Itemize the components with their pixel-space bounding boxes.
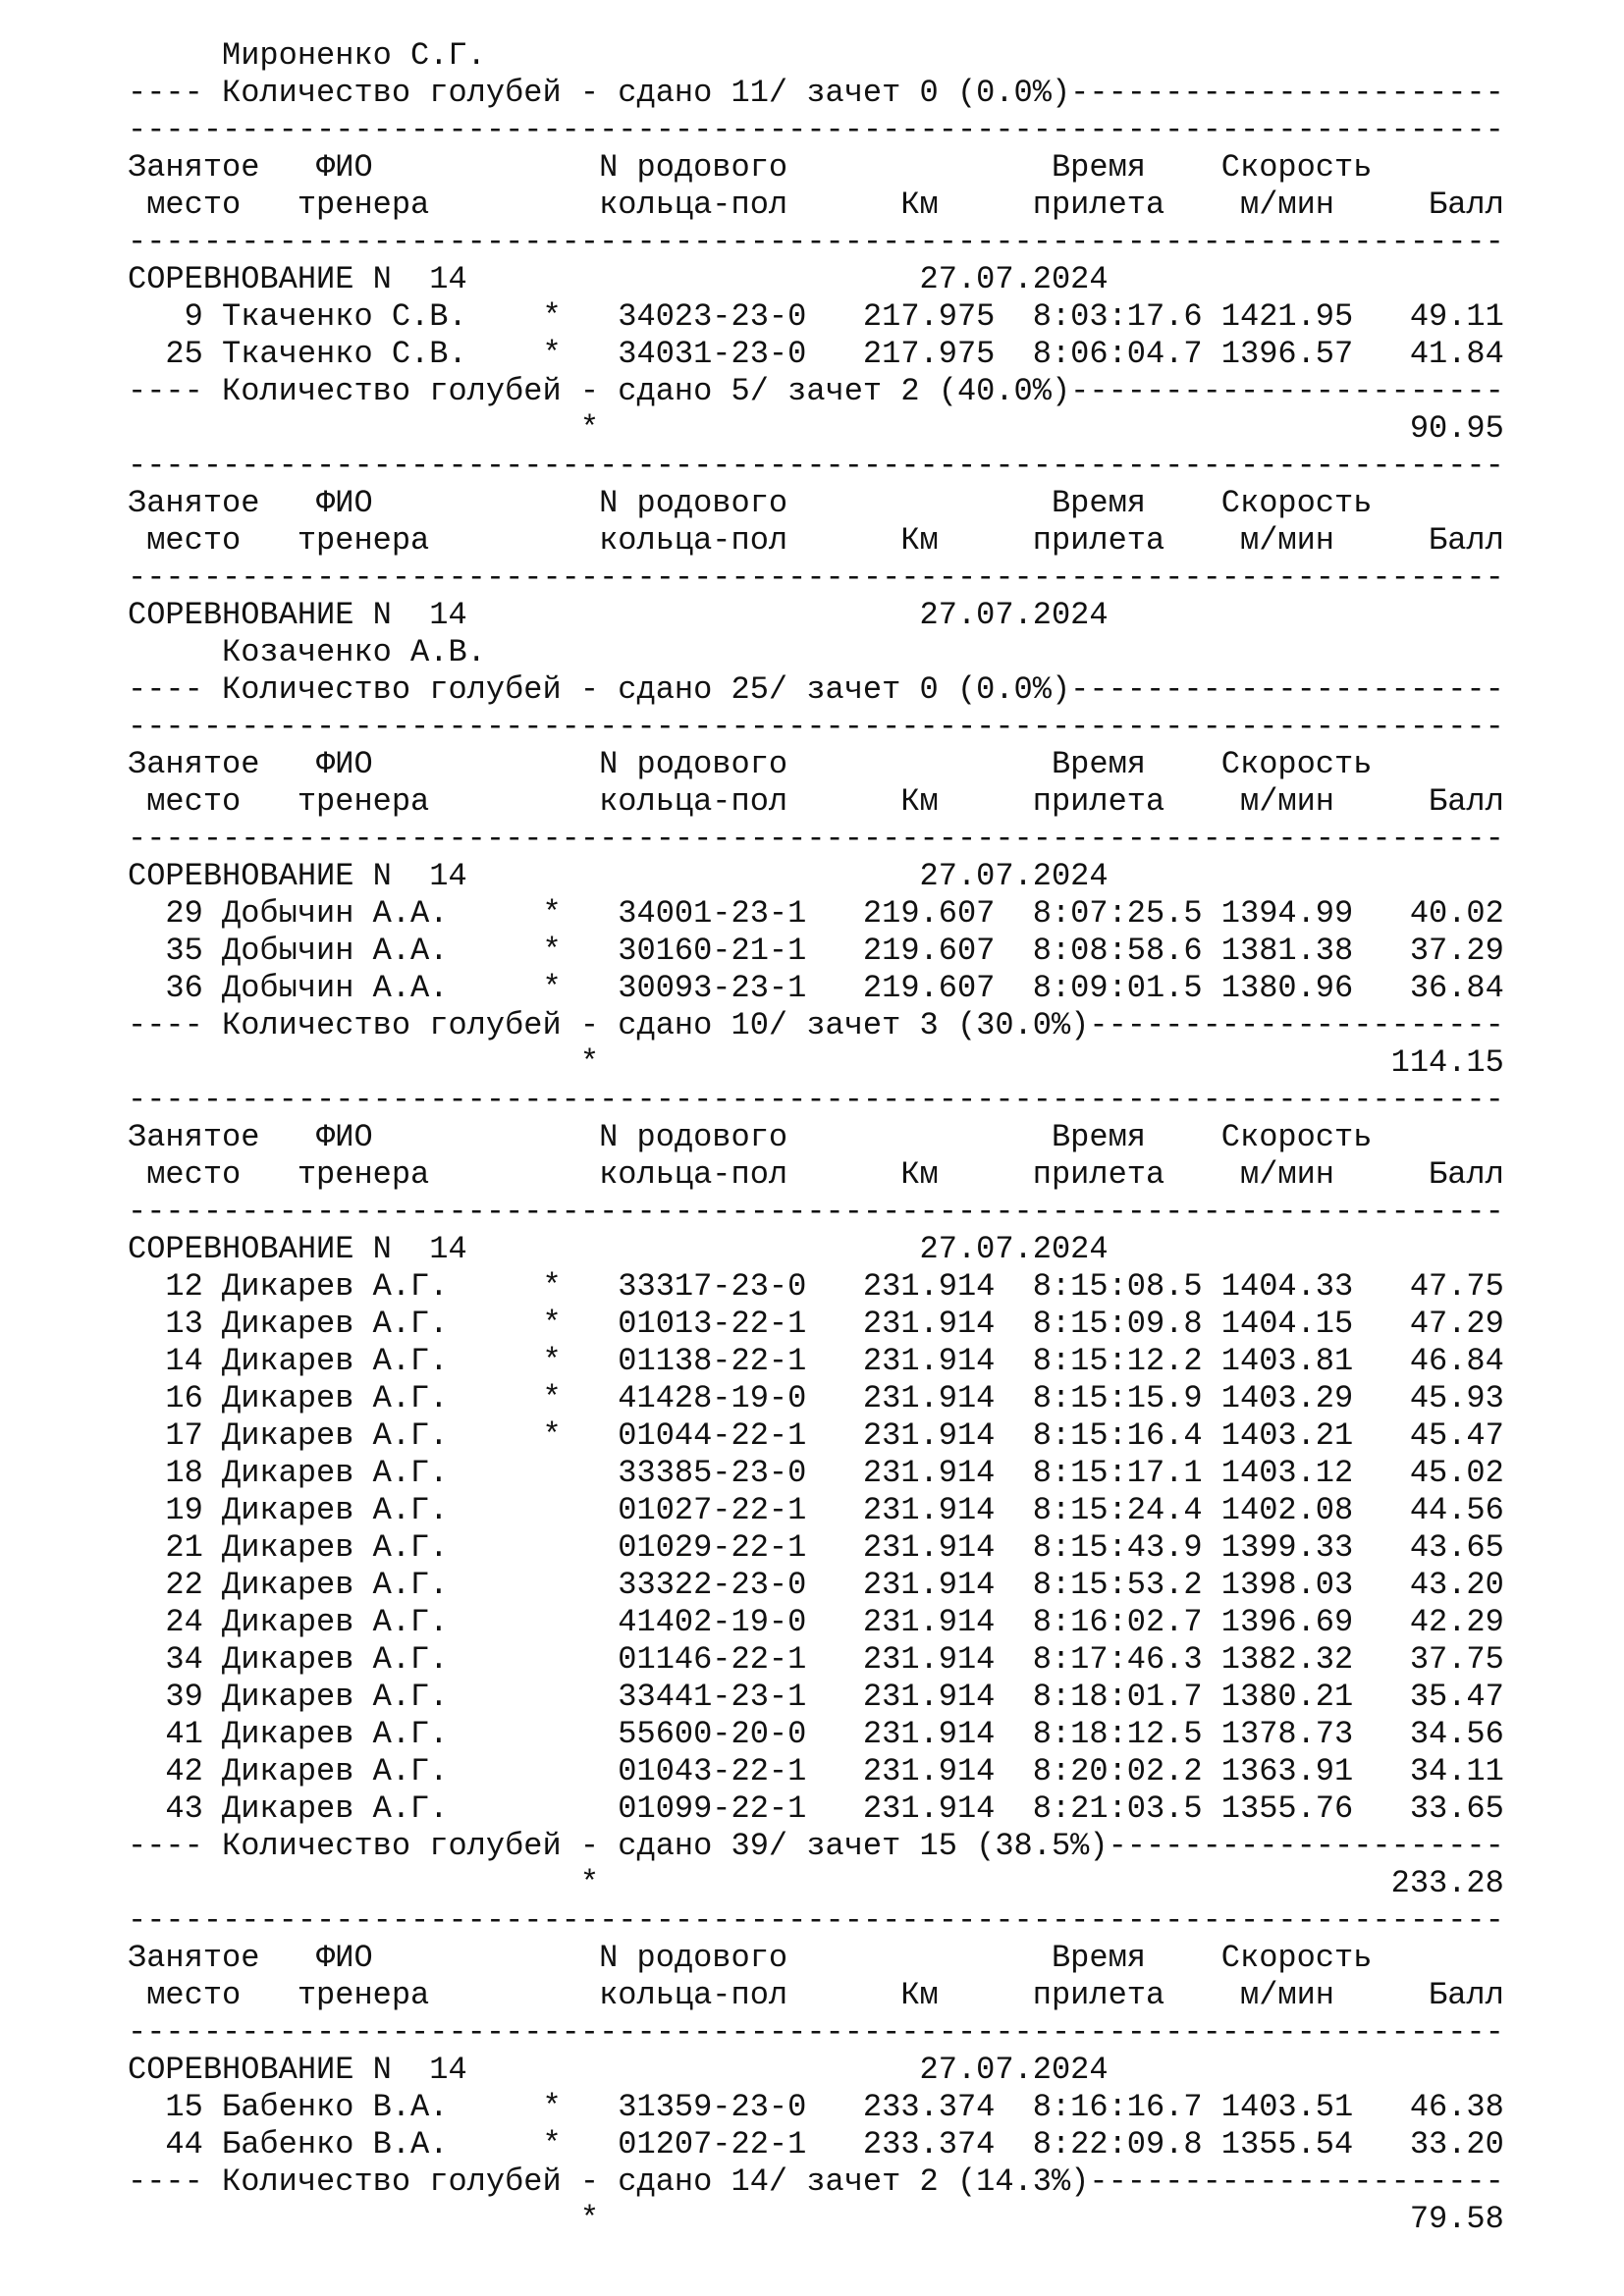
competition-title: СОРЕВНОВАНИЕ N 14 27.07.2024 [128, 1231, 1109, 1267]
result-row: 22 Дикарев А.Г. 33322-23-0 231.914 8:15:53.2 1398.03 43.20 [128, 1567, 1504, 1603]
competition-title: СОРЕВНОВАНИЕ N 14 27.07.2024 [128, 2052, 1109, 2088]
table-header-row-1: Занятое ФИО N родового Время Скорость [128, 485, 1373, 521]
result-row: 13 Дикарев А.Г. * 01013-22-1 231.914 8:15:09.8 1404.15 47.29 [128, 1306, 1504, 1342]
separator-line: ------------------------------------------------------------------------- [128, 112, 1504, 148]
result-row: 34 Дикарев А.Г. 01146-22-1 231.914 8:17:46.3 1382.32 37.75 [128, 1641, 1504, 1678]
separator-line: ------------------------------------------------------------------------- [128, 448, 1504, 484]
result-row: 12 Дикарев А.Г. * 33317-23-0 231.914 8:15:08.5 1404.33 47.75 [128, 1268, 1504, 1305]
summary-line: ---- Количество голубей - сдано 5/ зачет 2 (40.0%)----------------------- [128, 373, 1504, 409]
result-row: 25 Ткаченко С.В. * 34031-23-0 217.975 8:06:04.7 1396.57 41.84 [128, 336, 1504, 372]
result-row: 43 Дикарев А.Г. 01099-22-1 231.914 8:21:03.5 1355.76 33.65 [128, 1790, 1504, 1827]
separator-line: ------------------------------------------------------------------------- [128, 1194, 1504, 1230]
total-points-line: * 79.58 [128, 2201, 1504, 2237]
summary-line: ---- Количество голубей - сдано 39/ зачет 15 (38.5%)--------------------- [128, 1828, 1504, 1864]
competition-title: СОРЕВНОВАНИЕ N 14 27.07.2024 [128, 597, 1109, 633]
total-points-line: * 90.95 [128, 410, 1504, 447]
separator-line: ------------------------------------------------------------------------- [128, 821, 1504, 857]
result-row: 18 Дикарев А.Г. 33385-23-0 231.914 8:15:17.1 1403.12 45.02 [128, 1455, 1504, 1491]
table-header-row-1: Занятое ФИО N родового Время Скорость [128, 1940, 1373, 1976]
result-row: 17 Дикарев А.Г. * 01044-22-1 231.914 8:15:16.4 1403.21 45.47 [128, 1417, 1504, 1454]
separator-line: ------------------------------------------------------------------------- [128, 560, 1504, 596]
total-points-line: * 114.15 [128, 1044, 1504, 1081]
separator-line: ------------------------------------------------------------------------- [128, 224, 1504, 260]
result-row: 15 Бабенко В.А. * 31359-23-0 233.374 8:16:16.7 1403.51 46.38 [128, 2089, 1504, 2125]
result-row: 35 Добычин А.А. * 30160-21-1 219.607 8:08:58.6 1381.38 37.29 [128, 933, 1504, 969]
result-row: 36 Добычин А.А. * 30093-23-1 219.607 8:09:01.5 1380.96 36.84 [128, 970, 1504, 1006]
separator-line: ------------------------------------------------------------------------- [128, 709, 1504, 745]
result-row: 39 Дикарев А.Г. 33441-23-1 231.914 8:18:01.7 1380.21 35.47 [128, 1679, 1504, 1715]
participant-name: Мироненко С.Г. [128, 37, 486, 74]
table-header-row-2: место тренера кольца-пол Км прилета м/мин Балл [128, 1977, 1504, 2013]
separator-line: ------------------------------------------------------------------------- [128, 2014, 1504, 2051]
result-row: 19 Дикарев А.Г. 01027-22-1 231.914 8:15:24.4 1402.08 44.56 [128, 1492, 1504, 1528]
table-header-row-2: место тренера кольца-пол Км прилета м/мин Балл [128, 1156, 1504, 1193]
summary-line: ---- Количество голубей - сдано 25/ зачет 0 (0.0%)----------------------- [128, 671, 1504, 708]
result-row: 29 Добычин А.А. * 34001-23-1 219.607 8:07:25.5 1394.99 40.02 [128, 895, 1504, 932]
result-row: 21 Дикарев А.Г. 01029-22-1 231.914 8:15:43.9 1399.33 43.65 [128, 1529, 1504, 1566]
result-row: 42 Дикарев А.Г. 01043-22-1 231.914 8:20:02.2 1363.91 34.11 [128, 1753, 1504, 1789]
total-points-line: * 233.28 [128, 1865, 1504, 1901]
result-row: 16 Дикарев А.Г. * 41428-19-0 231.914 8:15:15.9 1403.29 45.93 [128, 1380, 1504, 1416]
competition-title: СОРЕВНОВАНИЕ N 14 27.07.2024 [128, 858, 1109, 894]
summary-line: ---- Количество голубей - сдано 10/ зачет 3 (30.0%)---------------------- [128, 1007, 1504, 1043]
participant-name: Козаченко А.В. [128, 634, 486, 670]
table-header-row-2: место тренера кольца-пол Км прилета м/мин Балл [128, 783, 1504, 820]
result-row: 9 Ткаченко С.В. * 34023-23-0 217.975 8:03:17.6 1421.95 49.11 [128, 298, 1504, 335]
separator-line: ------------------------------------------------------------------------- [128, 1082, 1504, 1118]
table-header-row-2: место тренера кольца-пол Км прилета м/мин Балл [128, 187, 1504, 223]
pigeon-race-report [128, 37, 1600, 2238]
result-row: 14 Дикарев А.Г. * 01138-22-1 231.914 8:15:12.2 1403.81 46.84 [128, 1343, 1504, 1379]
separator-line: ------------------------------------------------------------------------- [128, 1902, 1504, 1939]
summary-line: ---- Количество голубей - сдано 14/ зачет 2 (14.3%)---------------------- [128, 2163, 1504, 2200]
competition-title: СОРЕВНОВАНИЕ N 14 27.07.2024 [128, 261, 1109, 297]
table-header-row-1: Занятое ФИО N родового Время Скорость [128, 1119, 1373, 1155]
result-row: 41 Дикарев А.Г. 55600-20-0 231.914 8:18:12.5 1378.73 34.56 [128, 1716, 1504, 1752]
result-row: 44 Бабенко В.А. * 01207-22-1 233.374 8:22:09.8 1355.54 33.20 [128, 2126, 1504, 2163]
table-header-row-1: Занятое ФИО N родового Время Скорость [128, 746, 1373, 782]
summary-line: ---- Количество голубей - сдано 11/ зачет 0 (0.0%)----------------------- [128, 75, 1504, 111]
result-row: 24 Дикарев А.Г. 41402-19-0 231.914 8:16:02.7 1396.69 42.29 [128, 1604, 1504, 1640]
table-header-row-2: место тренера кольца-пол Км прилета м/мин Балл [128, 522, 1504, 559]
table-header-row-1: Занятое ФИО N родового Время Скорость [128, 149, 1373, 186]
